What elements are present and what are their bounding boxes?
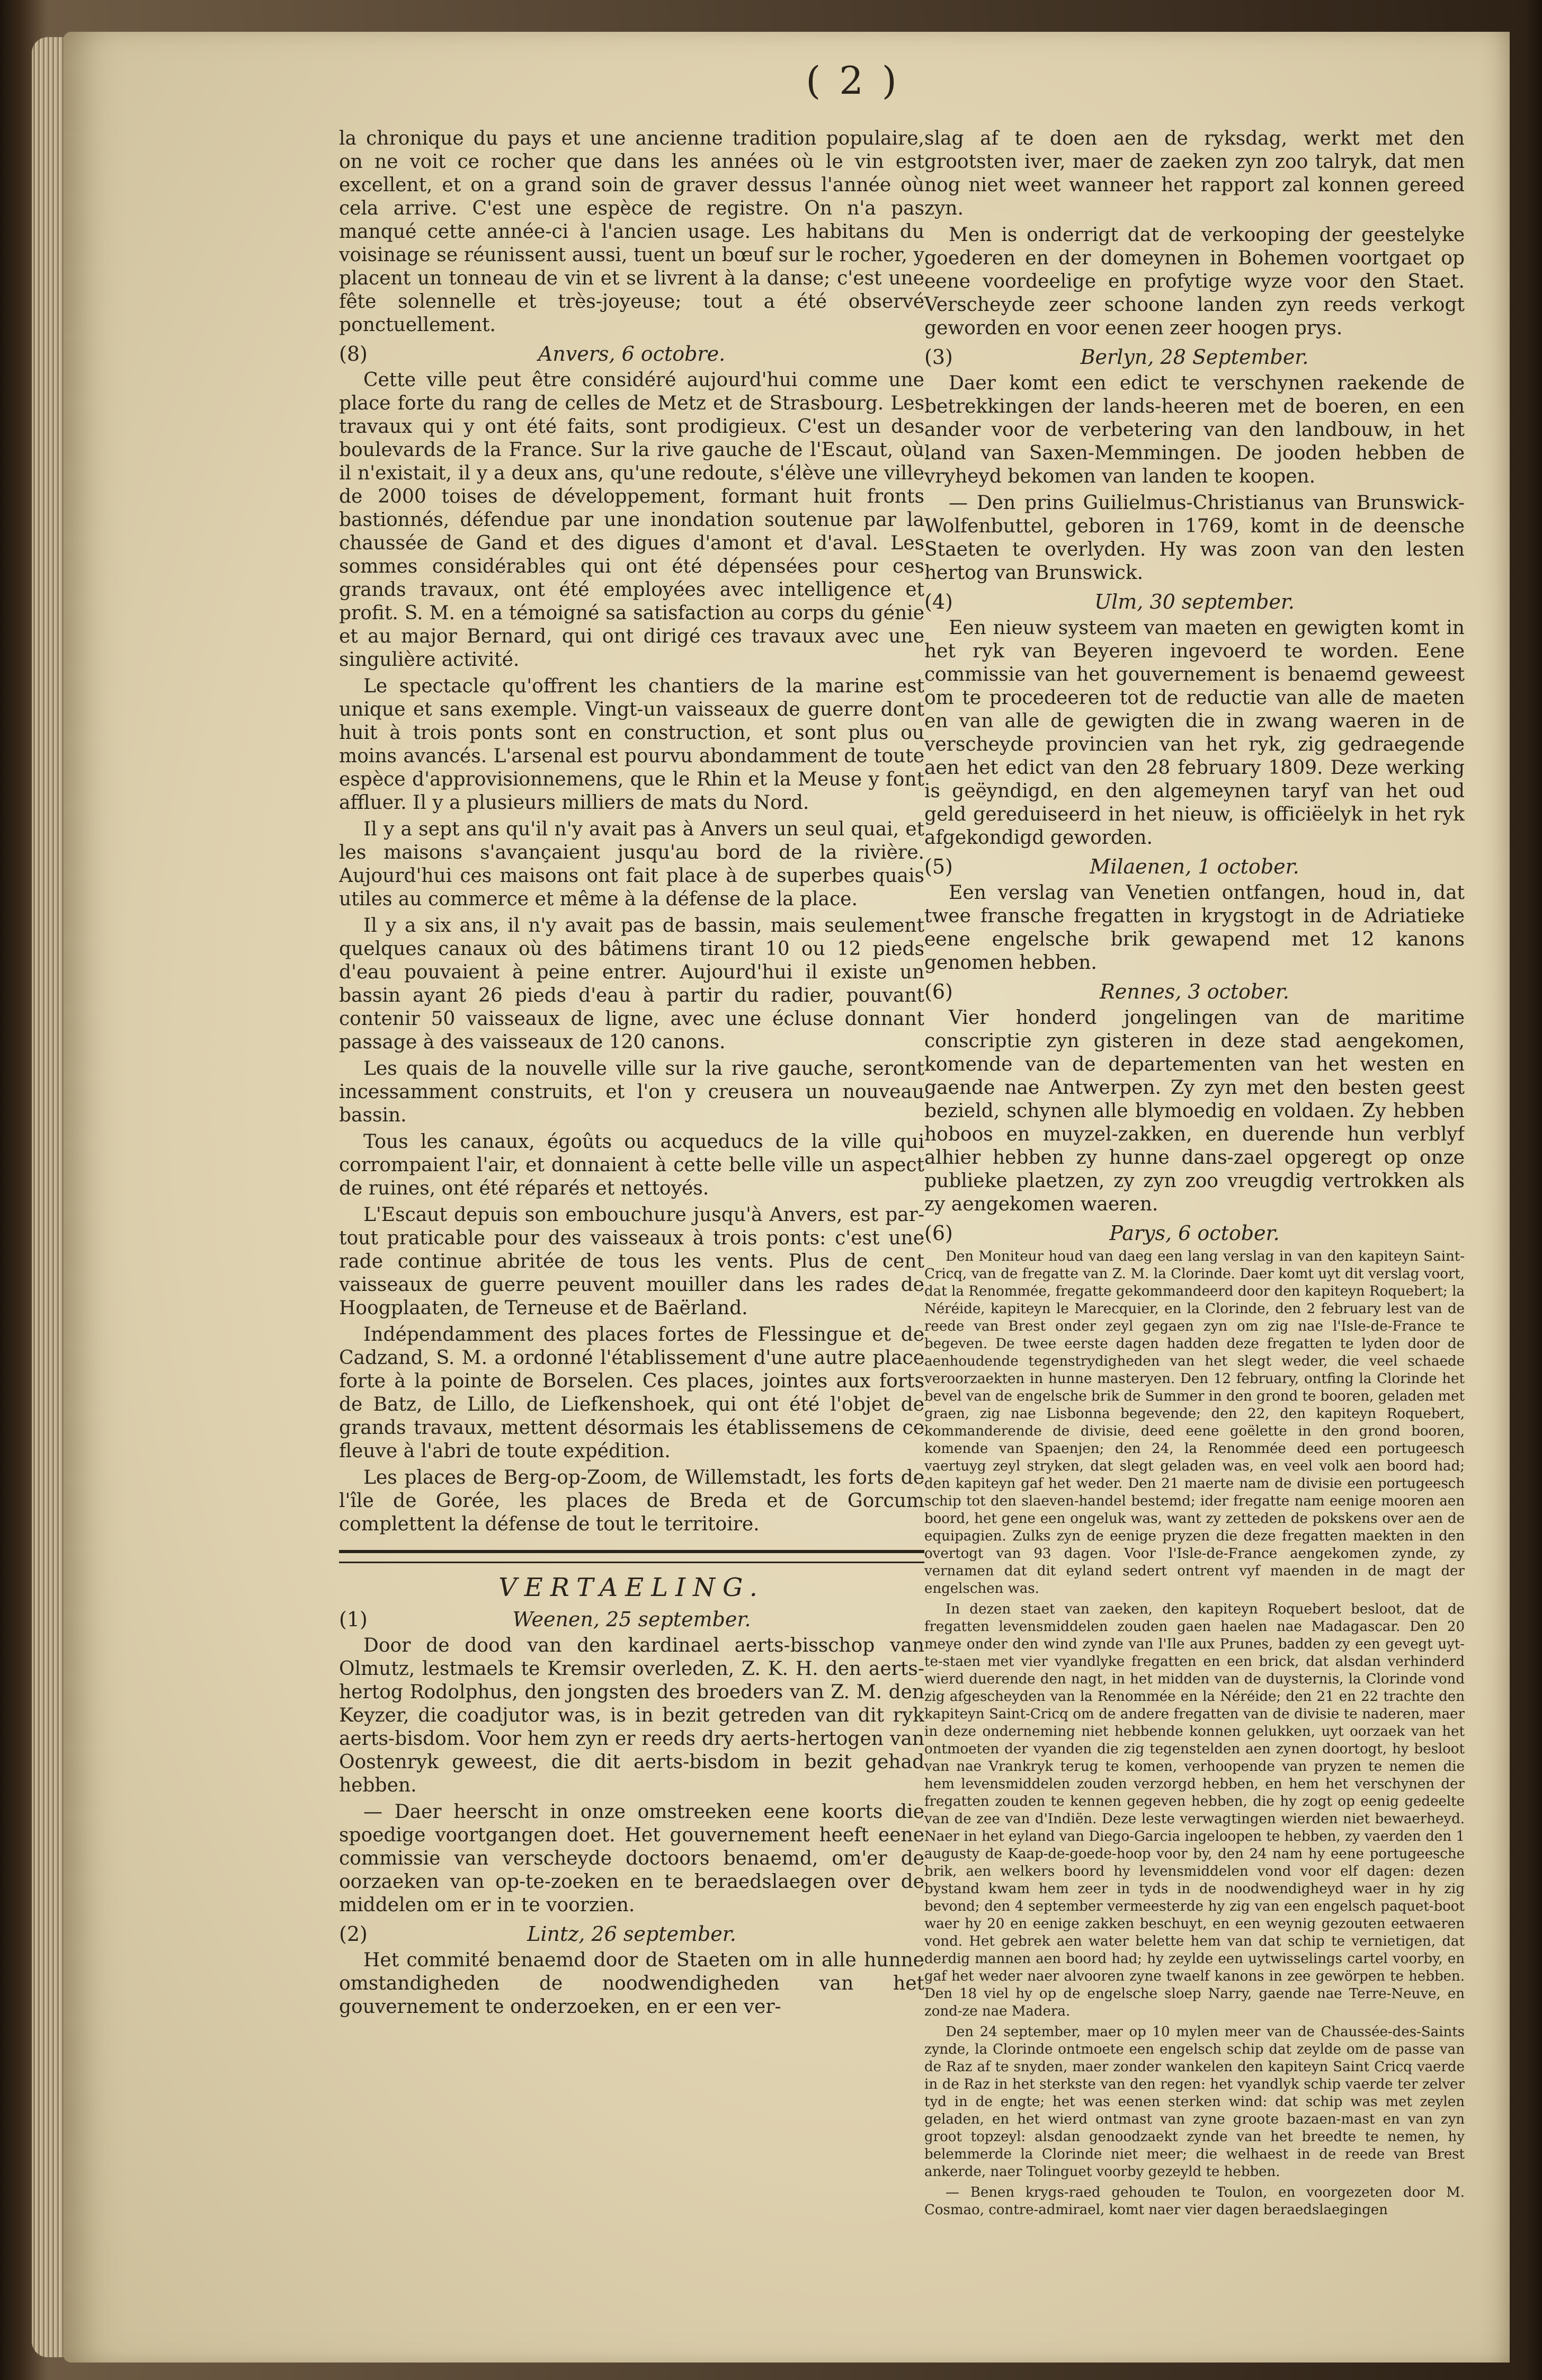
dateline-place: Weenen, 25 september. (512, 1608, 751, 1631)
paragraph: Het commité benaemd door de Staeten om in alle hunne omstandigheden de noodwendigheden van het gouvernement te onderzoeken, en er een ver- (339, 1949, 924, 2018)
paragraph: Tous les canaux, égoûts ou acqueducs de la ville qui corrompaient l'air, et donnaient à cette belle ville un aspect de ruines, ont été réparés et nettoyés. (339, 1131, 924, 1199)
page-number: ( 2 ) (806, 58, 900, 103)
dateline-anvers (339, 342, 924, 367)
dateline-place: Milaenen, 1 october. (1090, 855, 1299, 878)
dateline-place: Berlyn, 28 September. (1080, 345, 1309, 369)
dateline-place: Anvers, 6 octobre. (538, 342, 726, 366)
dateline-weenen (339, 1608, 924, 1632)
section-divider (339, 1550, 924, 1563)
section-number: (1) (339, 1608, 368, 1631)
paragraph: Indépendamment des places fortes de Flessingue et de Cadzand, S. M. a ordonné l'établissement d'une autre place forte à la pointe de Borselen. Ces places, jointes aux forts de Batz, de Lillo, de Liefkenshoek, qui ont été l'objet de grands travaux, mettent désormais les établissemens de ce fleuve à l'abri de toute expédition. (339, 1324, 924, 1462)
paragraph: — Daer heerscht in onze omstreeken eene koorts die spoedige voortgangen doet. Het gouvernement heeft eene commissie van verscheyde doctoors benaemd, om'er de oorzaeken van op-te-zoeken en te beraedslaegen over de middelen om er in te voorzien. (339, 1801, 924, 1916)
right-intro: slag af te doen aen de ryksdag, werkt met den grootsten iver, maer de zaeken zyn zoo talryk, dat men nog niet weet wanneer het rapport zal konnen gereed zyn. (924, 128, 1465, 219)
paragraph: Men is onderrigt dat de verkooping der geestelyke goederen en der domeynen in Bohemen voortgaet op eene voordeelige en profytige wyze voor den Staet. Verscheyde zeer schoone landen zyn reeds verkogt geworden en voor eenen zeer hoogen prys. (924, 224, 1465, 339)
paragraph: Den 24 september, maer op 10 mylen meer van de Chaussée-des-Saints zynde, la Clorinde ontmoete een engelsch schip dat zeylde om de passe van de Raz af te snyden, maer zonder wankelen den kapiteyn Saint Cricq vaerde in de Raz in het sterkste van den regen: het vyandlyk schip vaerde ter zelver tyd in de engte; het was eenen sterken wind: dat schip was met zeylen geladen, en het wierd ontmast van zyne groote bazaen-mast en van zyn groot topzeyl: alsdan genoodzaekt zynde van het breedte te nemen, hy belemmerde la Clorinde niet meer; die welhaest in de reede van Brest ankerde, naer Tolinguet voorby gezeyld te hebben. (924, 2024, 1465, 2180)
section-number: (5) (924, 855, 953, 878)
paragraph: Les quais de la nouvelle ville sur la rive gauche, seront incessamment construits, et l'on y creusera un nouveau bassin. (339, 1058, 924, 1126)
small-print-block (924, 1248, 1465, 2219)
paragraph: L'Escaut depuis son embouchure jusqu'à Anvers, est par-tout praticable pour des vaisseaux à trois ponts: c'est une rade continue abritée de tous les vents. Plus de cent vaisseaux de guerre peuvent mouiller dans les rades de Hoogplaaten, de Terneuse et de Baërland. (339, 1204, 924, 1319)
dateline-berlyn (924, 345, 1465, 370)
dateline-rennes (924, 980, 1465, 1004)
paragraph: Les places de Berg-op-Zoom, de Willemstadt, les forts de l'île de Gorée, les places de Breda et de Gorcum complettent la défense de tout le territoire. (339, 1467, 924, 1535)
dateline-lintz (339, 1922, 924, 1947)
left-column (339, 127, 924, 2267)
paragraph: Een verslag van Venetien ontfangen, houd in, dat twee fransche fregatten in krygstogt in de Adriatieke eene engelsche brik gewapend met 12 kanons genomen hebben. (924, 882, 1465, 974)
paragraph: Daer komt een edict te verschynen raekende de betrekkingen der lands-heeren met de boeren, en een ander voor de verbetering van den landbouw, in het land van Saxen-Memmingen. De jooden hebben de vryheyd bekomen van landen te koopen. (924, 372, 1465, 487)
paragraph: Den Moniteur houd van daeg een lang verslag in van den kapiteyn Saint-Cricq, van de fregatte van Z. M. la Clorinde. Daer komt uyt dit verslag voort, dat la Renommée, fregatte gekommandeerd door den kapiteyn Roquebert; la Néréide, kapiteyn le Marecquier, en la Clorinde, den 2 february lest van de reede van Brest onder zeyl gegaen zyn om zig nae l'Isle-de-France te begeven. De twee eerste dagen hadden deze fregatten te lyden door de aenhoudende tegenstrydigheden van het slegt weder, die veel schaede veroorzaekten in hunne masteryen. Den 12 february, ontfing la Clorinde het bevel van de engelsche brik de Summer in den grond te booren, geladen met graen, zig nae Lisbonna begevende; den 22, den kapiteyn Roquebert, kommanderende de divisie, deed eene goëlette in den grond booren, komende van Spaenjen; den 24, la Renommée deed een portugeesch vaertuyg zeyl stryken, dat slegt geladen was, en veel volk aen boord had; den kapiteyn gaf het weder. Den 21 maerte nam de divisie een portugeesch schip tot den slaeven-handel bestemd; ider fregatte nam eenige mooren aen boord, het gene een ongeluk was, want zy zetteden de pokskens over aen de equipagien. Zulks zyn de eenige pryzen die deze fregatten maekten in den overtogt van 93 dagen. Voor l'Isle-de-France aengekomen zynde, zy vernamen dat dit eyland sedert ontrent vyf maenden in de magt der engelschen was. (924, 1249, 1465, 1597)
dateline-place: Parys, 6 october. (1109, 1222, 1280, 1245)
translation-heading: VERTAELING. (498, 1573, 765, 1602)
dateline-milaenen (924, 855, 1465, 879)
paragraph: Een nieuw systeem van maeten en gewigten komt in het ryk van Beyeren ingevoerd te worden. Eene commissie van het gouvernement is benaemd geweest om te procedeeren tot de reductie van alle de maeten en van alle de gewigten die in zwang waeren in de verscheyde provincien van het ryk, zig gedraegende aen het edict van den 28 february 1809. Deze werking is geëyndigd, en den algemeynen taryf van het oud geld gereduiseerd in het nieuw, is officiëelyk in het ryk afgekondigd geworden. (924, 617, 1465, 849)
paragraph: In dezen staet van zaeken, den kapiteyn Roquebert besloot, dat de fregatten levensmiddelen zouden gaen haelen nae Madagascar. Den 20 meye onder den wind zynde van l'Ile aux Prunes, badden zy een gevegt uyt-te-staen met vier vyandlyke fregatten en een brick, dat alsdan verhinderd wierd duerende den nagt, in het midden van de duysternis, la Clorinde vond zig afgescheyden van la Renommée en la Néréide; den 21 en 22 trachte den kapiteyn Saint-Cricq om de andere fregatten van de divisie te naderen, maer in deze onderneming niet hebbende konnen gelukken, uyt oorzaek van het ontmoeten der vyanden die zig tegenstelden aen zynen doortogt, hy besloot van nae Vrankryk terug te komen, verhoopende van pryzen te nemen die hem levensmiddelen zouden verzorgd hebben, en hem het verschynen der fregatten zouden te kennen gegeven hebben, die hy zogt op eenig gedeelte van de zee van d'Indiën. Deze leste verwagtingen wierden niet bewaerheyd. Naer in het eyland van Diego-Garcia ingeloopen te hebben, zy vaerden den 1 augusty de Kaap-de-goede-hoop voor by, den 24 nam hy eene portugeesche brik, aen welkers boord hy levensmiddelen vond voor elf dagen: dezen bystand kwam hem zeer in tyds in de noodwendigheyd waer in hy zig bevond; den 4 september vermeesterde hy zig van een engelsch paquet-boot waer hy 20 en eenige zakken beschuyt, en een weynig gezouten eetwaeren vond. Het gebrek aen water belette hem van dat schip te vernietigen, dat derdig mannen aen boord had; hy zeylde een uytwisselings cartel voorby, en gaf het weder naer alvooren zyne twaelf kanons in zee gewörpen te hebben. Den 18 viel hy op de engelsche sloep Narry, gaende nae Terre-Neuve, en zond-ze nae Madera. (924, 1601, 1465, 2019)
dateline-place: Rennes, 3 october. (1100, 980, 1289, 1003)
paragraph: Door de dood van den kardinael aerts-bisschop van Olmutz, lestmaels te Kremsir overleden, Z. K. H. den aerts-hertog Rodolphus, den jongsten des broeders van Z. M. den Keyzer, die coadjutor was, is in bezit getreden van dit ryk aerts-bisdom. Voor hem zyn er reeds dry aerts-hertogen van Oostenryk geweest, die dit aerts-bisdom in bezit gehad hebben. (339, 1635, 924, 1796)
paragraph: Il y a six ans, il n'y avait pas de bassin, mais seulement quelques canaux où des bâtimens tirant 10 ou 12 pieds d'eau pouvaient à peine entrer. Aujourd'hui il existe un bassin ayant 26 pieds d'eau à partir du radier, pouvant contenir 50 vaisseaux de ligne, avec une écluse donnant passage à des vaisseaux de 120 canons. (339, 915, 924, 1053)
paragraph: Vier honderd jongelingen van de maritime conscriptie zyn gisteren in deze stad aengekomen, komende van de departementen van het westen en gaende nae Antwerpen. Zy zyn met den besten geest bezield, schynen alle blymoedig en voldaen. Zy hebben hoboos en muyzel-zakken, en duerende hun verblyf alhier hebben zy hunne dans-zael opgeregt op onze publieke plaetzen, zy zyn zoo vreugdig vertrokken als zy aengekomen waeren. (924, 1007, 1465, 1215)
paragraph: Il y a sept ans qu'il n'y avait pas à Anvers un seul quai, et les maisons s'avançaient jusqu'au bord de la rivière. Aujourd'hui ces maisons ont fait place à de superbes quais utiles au commerce et même à la défense de la place. (339, 818, 924, 910)
dateline-ulm (924, 590, 1465, 614)
paragraph: — Benen krygs-raed gehouden te Toulon, en voorgezeten door M. Cosmao, contre-admirael, komt naer vier dagen beraedslaegingen (924, 2185, 1465, 2218)
dateline-place: Ulm, 30 september. (1094, 590, 1295, 613)
dateline-place: Lintz, 26 september. (527, 1922, 736, 1946)
paragraph: Cette ville peut être considéré aujourd'hui comme une place forte du rang de celles de Metz et de Strasbourg. Les travaux qui y ont été faits, sont prodigieux. C'est un des boulevards de la France. Sur la rive gauche de l'Escaut, où il n'existait, il y a deux ans, qu'une redoute, s'élève une ville de 2000 toises de développement, formant huit fronts bastionnés, défendue par une inondation soutenue par la chaussée de Gand et des digues d'amont et d'aval. Les sommes considérables qui ont été dépensées pour ces grands travaux, ont été employées avec intelligence et profit. S. M. en a témoigné sa satisfaction au corps du génie et au major Bernard, qui ont dirigé ces travaux avec une singulière activité. (339, 369, 924, 671)
section-number: (2) (339, 1922, 368, 1946)
section-number: (4) (924, 590, 953, 613)
section-number: (3) (924, 345, 953, 369)
paragraph: Le spectacle qu'offrent les chantiers de la marine est unique et sans exemple. Vingt-un vaisseaux de guerre dont huit à trois ponts sont en construction, et sont plus ou moins avancés. L'arsenal est pourvu abondamment de toute espèce d'approvisionnemens, que le Rhin et la Meuse y font affluer. Il y a plusieurs milliers de mats du Nord. (339, 675, 924, 814)
section-number: (6) (924, 1222, 953, 1245)
section-number: (8) (339, 342, 368, 366)
dateline-parys (924, 1222, 1465, 1246)
right-column (924, 127, 1465, 2267)
section-number: (6) (924, 980, 953, 1003)
left-intro: la chronique du pays et une ancienne tradition populaire, on ne voit ce rocher que dans les années où le vin est excellent, et on a grand soin de graver dessus l'année où cela arrive. C'est une espèce de registre. On n'a pas manqué cette année-ci à l'ancien usage. Les habitans du voisinage se réunissent aussi, tuent un bœuf sur le rocher, y placent un tonneau de vin et se livrent à la danse; c'est une fête solennelle et très-joyeuse; tout a été observé ponctuellement. (339, 128, 924, 336)
paragraph: — Den prins Guilielmus-Christianus van Brunswick-Wolfenbuttel, geboren in 1769, komt in de deensche Staeten te overlyden. Hy was zoon van den lesten hertog van Brunswick. (924, 492, 1465, 584)
